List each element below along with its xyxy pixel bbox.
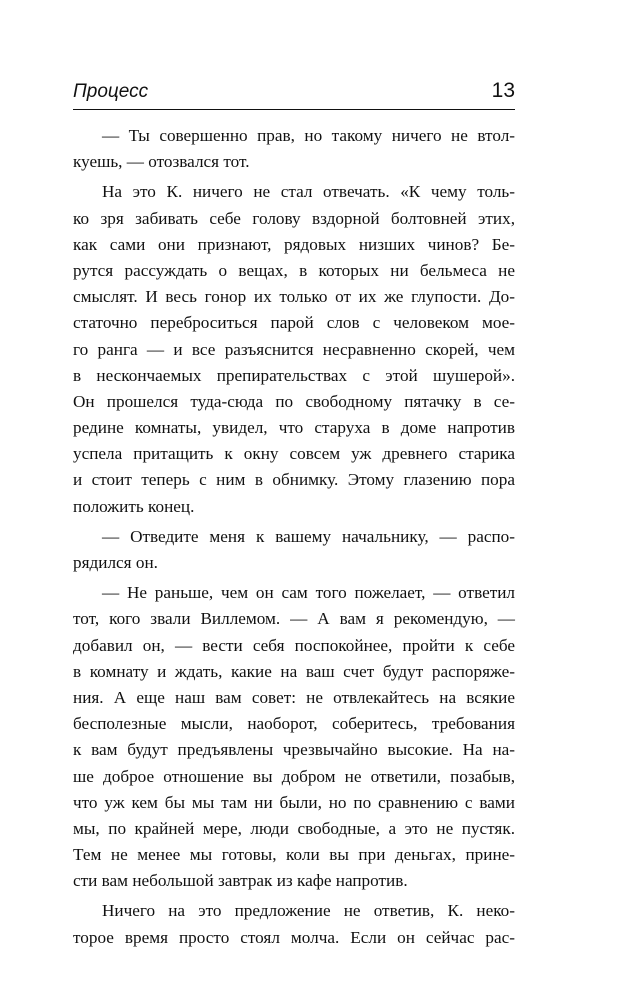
text-line: ше доброе отношение вы добром не ответили, позабыв, — [73, 766, 515, 786]
text-line: рутся рассуждать о вещах, в которых ни бельмеса не — [73, 260, 515, 280]
text-line: что уж кем бы мы там ни были, но по сравнению с вами — [73, 792, 515, 812]
text-line: добавил он, — вести себя поспокойнее, пройти к себе — [73, 635, 515, 655]
text-line: в комнату и ждать, какие на ваш счет будут распоряже- — [73, 661, 515, 681]
running-title: Процесс — [73, 81, 149, 102]
text-line: куешь, — отозвался тот. — [73, 152, 250, 172]
text-line: го ранга — и все разъяснится несравненно скорей, чем — [73, 339, 515, 359]
text-line: в нескончаемых препирательствах с этой шушерой». — [73, 365, 515, 385]
text-line: — Ты совершенно прав, но такому ничего не втол- — [102, 126, 515, 145]
text-line: бесполезные мысли, наоборот, соберитесь, требования — [73, 714, 515, 734]
text-line: редине комнаты, увидел, что старуха в доме напротив — [73, 418, 515, 438]
text-line: смыслят. И весь гонор их только от их же глупости. До- — [73, 287, 515, 307]
text-line: успела притащить к окну совсем уж древнего старика — [73, 444, 515, 464]
body-text — [73, 123, 515, 951]
text-line: к вам будут предъявлены чрезвычайно высокие. На на- — [73, 740, 515, 760]
text-line: ния. А еще наш вам совет: не отвлекайтесь на всякие — [73, 687, 515, 707]
text-line: сти вам небольшой завтрак из кафе напротив. — [73, 871, 408, 891]
text-line: Ничего на это предложение не ответив, К. неко- — [102, 901, 515, 921]
text-line: — Отведите меня к вашему начальнику, — распо- — [102, 526, 515, 546]
text-line: положить конец. — [73, 496, 195, 516]
page-number: 13 — [491, 79, 515, 102]
running-head — [73, 79, 515, 109]
text-line: тот, кого звали Виллемом. — А вам я рекомендую, — — [73, 609, 515, 629]
text-line: мы, по крайней мере, люди свободные, а это не пустяк. — [73, 818, 515, 838]
text-line: торое время просто стоял молча. Если он сейчас рас- — [73, 927, 515, 947]
text-line: ко зря забивать себе голову вздорной болтовней этих, — [73, 208, 515, 228]
text-line: На это К. ничего не стал отвечать. «К чему толь- — [102, 182, 515, 202]
text-line: как сами они признают, рядовых низших чинов? Бе- — [73, 234, 515, 254]
text-line: Он прошелся туда-сюда по свободному пятачку в се- — [73, 391, 515, 411]
text-line: статочно переброситься парой слов с человеком мое- — [73, 313, 515, 333]
text-line: — Не раньше, чем он сам того пожелает, — ответил — [102, 583, 515, 603]
text-line: Тем не менее мы готовы, коли вы при деньгах, прине- — [73, 845, 515, 865]
header-rule — [73, 109, 515, 110]
text-line: рядился он. — [73, 553, 158, 572]
text-line: и стоит теперь с ним в обнимку. Этому глазению пора — [73, 470, 515, 490]
